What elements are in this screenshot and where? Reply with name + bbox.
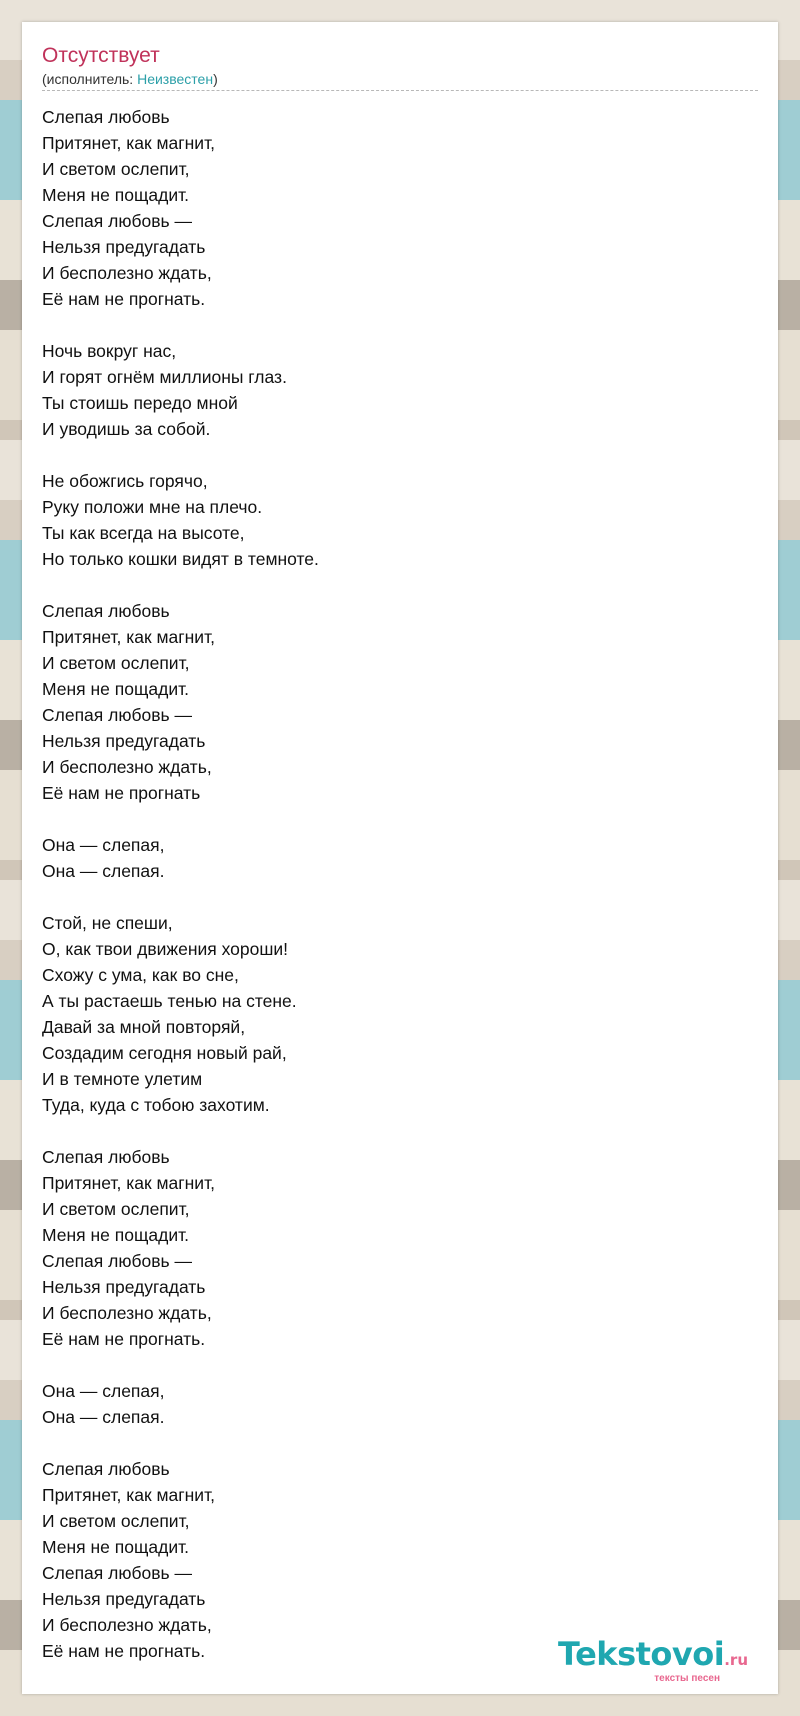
- lyric-line: И в темноте улетим: [42, 1069, 203, 1089]
- lyric-line: Притянет, как магнит,: [42, 1485, 216, 1505]
- stanza-gap: [42, 1118, 742, 1144]
- lyric-line: Не обожгись горячо,: [42, 471, 208, 491]
- lyric-line: Слепая любовь: [42, 1147, 170, 1167]
- lyric-line: Ты как всегда на высоте,: [42, 523, 245, 543]
- lyric-line: А ты растаешь тенью на стене.: [42, 991, 297, 1011]
- lyric-line: И уводишь за собой.: [42, 419, 211, 439]
- lyric-line: Слепая любовь —: [42, 211, 192, 231]
- logo-tld: .ru: [724, 1651, 748, 1669]
- lyric-line: Руку положи мне на плечо.: [42, 497, 263, 517]
- artist-link[interactable]: Неизвестен: [137, 71, 214, 87]
- lyric-line: Схожу с ума, как во сне,: [42, 965, 239, 985]
- lyric-line: Туда, куда с тобою захотим.: [42, 1095, 270, 1115]
- logo-wordmark: [558, 1637, 748, 1677]
- lyric-line: Нельзя предугадать: [42, 1589, 206, 1609]
- stanza-gap: [42, 442, 742, 468]
- lyric-line: Слепая любовь —: [42, 1563, 192, 1583]
- lyric-line: Её нам не прогнать.: [42, 289, 206, 309]
- lyric-line: Её нам не прогнать.: [42, 1329, 206, 1349]
- lyric-line: Она — слепая,: [42, 1381, 165, 1401]
- lyric-line: Меня не пощадит.: [42, 679, 190, 699]
- lyric-line: Нельзя предугадать: [42, 1277, 206, 1297]
- stanza-gap: [42, 1430, 742, 1456]
- stanza-gap: [42, 572, 742, 598]
- lyric-line: И бесполезно ждать,: [42, 1303, 212, 1323]
- stanza-gap: [42, 806, 742, 832]
- lyric-line: Она — слепая.: [42, 861, 165, 881]
- lyric-line: Слепая любовь: [42, 601, 170, 621]
- stanza-gap: [42, 312, 742, 338]
- lyric-line: Её нам не прогнать: [42, 783, 201, 803]
- lyric-line: И бесполезно ждать,: [42, 1615, 212, 1635]
- lyric-line: Слепая любовь —: [42, 705, 192, 725]
- lyric-line: Она — слепая.: [42, 1407, 165, 1427]
- lyric-line: Ночь вокруг нас,: [42, 341, 177, 361]
- lyric-line: Притянет, как магнит,: [42, 1173, 216, 1193]
- lyric-line: И светом ослепит,: [42, 1199, 190, 1219]
- lyric-line: Нельзя предугадать: [42, 731, 206, 751]
- lyric-line: Нельзя предугадать: [42, 237, 206, 257]
- lyric-line: И бесполезно ждать,: [42, 757, 212, 777]
- lyric-line: Меня не пощадит.: [42, 185, 190, 205]
- lyrics-card: [22, 22, 778, 1694]
- lyric-line: Стой, не спеши,: [42, 913, 173, 933]
- site-logo[interactable]: [558, 1637, 748, 1684]
- lyric-line: Слепая любовь —: [42, 1251, 192, 1271]
- lyric-line: Ты стоишь передо мной: [42, 393, 238, 413]
- lyric-line: Слепая любовь: [42, 1459, 170, 1479]
- lyric-line: Но только кошки видят в темноте.: [42, 549, 319, 569]
- artist-line: [42, 70, 758, 88]
- lyric-line: И светом ослепит,: [42, 653, 190, 673]
- logo-name: Tekstovoi: [558, 1635, 725, 1673]
- lyric-line: Её нам не прогнать.: [42, 1641, 206, 1661]
- artist-suffix: ): [213, 71, 218, 87]
- lyric-line: О, как твои движения хороши!: [42, 939, 289, 959]
- lyric-line: Меня не пощадит.: [42, 1225, 190, 1245]
- logo-tagline: тексты песен: [654, 1673, 720, 1684]
- stanza-gap: [42, 1352, 742, 1378]
- lyric-line: И светом ослепит,: [42, 1511, 190, 1531]
- lyric-line: И светом ослепит,: [42, 159, 190, 179]
- lyric-line: И горят огнём миллионы глаз.: [42, 367, 287, 387]
- lyric-line: Меня не пощадит.: [42, 1537, 190, 1557]
- lyric-line: Притянет, как магнит,: [42, 627, 216, 647]
- artist-prefix: (исполнитель:: [42, 71, 138, 87]
- lyric-line: И бесполезно ждать,: [42, 263, 212, 283]
- lyric-line: Она — слепая,: [42, 835, 165, 855]
- lyric-line: Давай за мной повторяй,: [42, 1017, 246, 1037]
- stanza-gap: [42, 884, 742, 910]
- lyric-line: Притянет, как магнит,: [42, 133, 216, 153]
- lyric-line: Создадим сегодня новый рай,: [42, 1043, 287, 1063]
- song-header: [42, 42, 758, 91]
- song-title: Отсутствует: [42, 44, 160, 67]
- lyric-line: Слепая любовь: [42, 107, 170, 127]
- lyrics-text: [42, 104, 742, 1664]
